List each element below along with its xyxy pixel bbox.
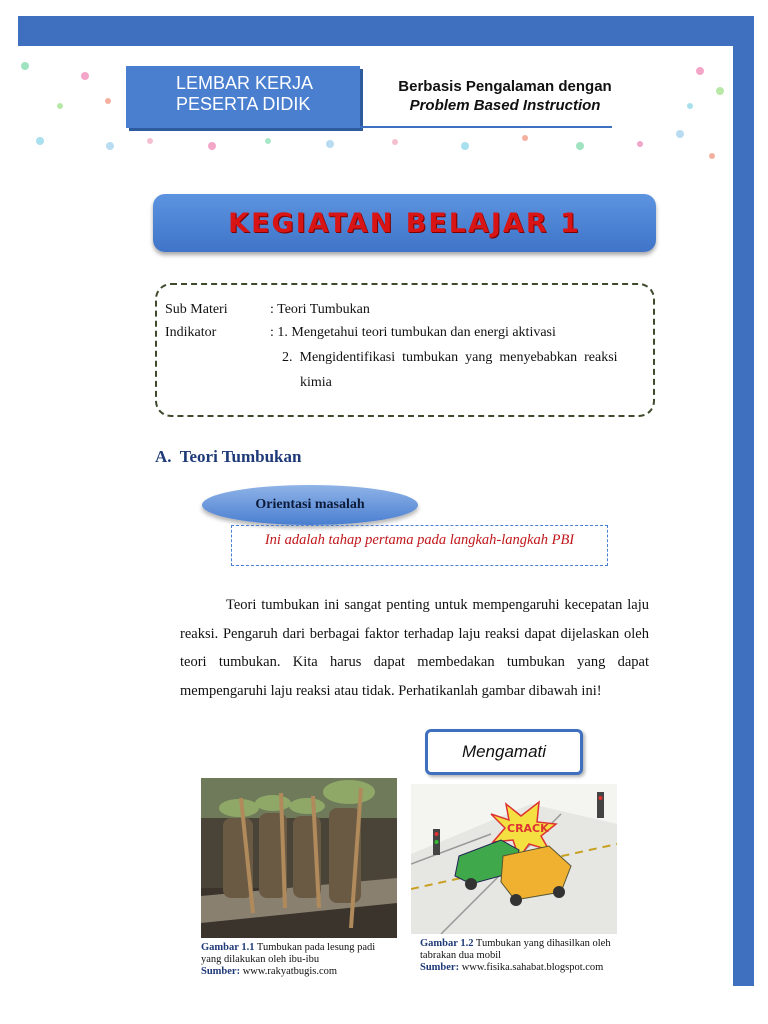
lkpd-title-line2: PESERTA DIDIK [176,94,311,114]
indikator-item-1: : 1. Mengetahui teori tumbukan dan energi aktivasi [270,325,556,340]
figure-2-image [411,784,617,934]
body-paragraph: Teori tumbukan ini sangat penting untuk mempengaruhi kecepatan laju reaksi. Pengaruh dari berbagai faktor terhadap laju reaksi dapat dijelaskan oleh teori tumbukan. Kita harus dapat membedakan tumbukan yang dapat mempengaruhi laju reaksi atau tidak. Perhatikanlah gambar dibawah ini! [180,597,649,699]
figure-1-source-label: Sumber: [201,966,241,977]
crash-text: CRACK [507,822,549,835]
basis-line1: Berbasis Pengalaman dengan [398,78,612,95]
figure-2-caption-text: Tumbukan yang dihasilkan oleh tabrakan dua mobil [420,938,611,961]
figure-2-source: www.fisika.sahabat.blogspot.com [459,962,604,973]
top-blue-bar [18,16,754,46]
figure-1-caption-text: Tumbukan pada lesung padi yang dilakukan oleh ibu-ibu [201,942,376,965]
figure-1-label: Gambar 1.1 [201,942,255,953]
indikator-item-2-cont: kimia [300,375,332,390]
orientasi-label: Orientasi masalah [255,497,365,512]
sub-materi-value: : Teori Tumbukan [270,302,370,317]
pbi-note: Ini adalah tahap pertama pada langkah-langkah PBI [231,525,608,566]
sub-materi-label: Sub Materi [165,302,228,317]
mengamati-label: Mengamati [425,729,583,775]
lkpd-title-box [126,66,360,128]
orientasi-masalah-badge [202,485,418,525]
figure-2-label: Gambar 1.2 [420,938,474,949]
figure-1-source: www.rakyatbugis.com [240,966,338,977]
figure-1-caption [201,942,397,978]
figure-2-caption [420,938,620,974]
header-divider [360,126,612,128]
figure-1-image [201,778,397,938]
section-heading: A. Teori Tumbukan [155,447,302,466]
basis-line2: Problem Based Instruction [409,97,601,114]
banner-title: KEGIATAN BELAJAR 1 [228,207,581,239]
kegiatan-belajar-banner [153,194,656,252]
basis-heading [380,78,630,114]
lkpd-title-line1: LEMBAR KERJA [176,73,314,93]
right-blue-bar [733,46,754,986]
indikator-label: Indikator [165,325,217,340]
indikator-item-2: 2. Mengidentifikasi tumbukan yang menyebabkan reaksi [282,350,618,365]
figure-2-source-label: Sumber: [420,962,460,973]
